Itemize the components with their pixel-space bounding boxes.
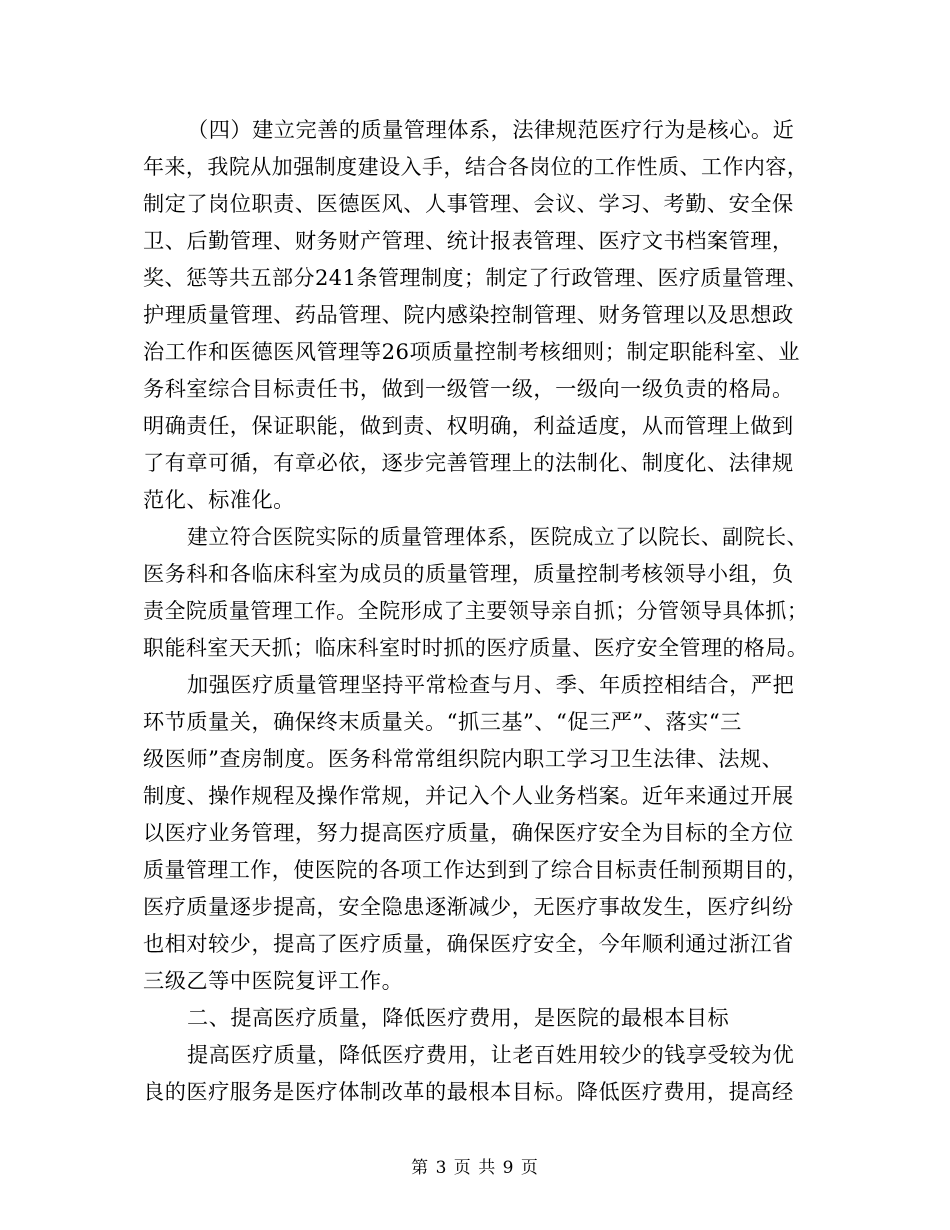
text-line: 职能科室天天抓；临床科室时时抓的医疗质量、医疗安全管理的格局。	[143, 635, 809, 660]
text-line: 三级乙等中医院复评工作。	[143, 968, 404, 993]
text-line: 明确责任，保证职能，做到责、权明确，利益适度，从而管理上做到	[143, 413, 794, 438]
text-line: 医务科和各临床科室为成员的质量管理，质量控制考核领导小组，负	[143, 561, 794, 586]
text-line: 环节质量关，确保终末质量关。“抓三基”、“促三严”、落实“三	[143, 709, 742, 734]
text-line: 级医师”查房制度。医务科常常组织院内职工学习卫生法律、法规、	[143, 746, 784, 771]
text-line: 了有章可循，有章必依，逐步完善管理上的法制化、制度化、法律规	[143, 450, 794, 475]
text-line: 质量管理工作，使医院的各项工作达到到了综合目标责任制预期目的，	[143, 857, 809, 882]
text-line: 良的医疗服务是医疗体制改革的最根本目标。降低医疗费用，提高经	[143, 1079, 794, 1104]
text-line: 医疗质量逐步提高，安全隐患逐渐减少，无医疗事故发生，医疗纠纷	[143, 894, 794, 919]
text-line: 建立符合医院实际的质量管理体系，医院成立了以院长、副院长、	[187, 524, 808, 549]
text-line: 奖、惩等共五部分241条管理制度；制定了行政管理、医疗质量管理、	[143, 265, 808, 290]
text-line: （四）建立完善的质量管理体系，法律规范医疗行为是核心。近	[187, 117, 795, 142]
section-heading: 二、提高医疗质量，降低医疗费用，是医院的最根本目标	[187, 1005, 730, 1030]
page-footer: 第 3 页 共 9 页	[411, 1158, 539, 1178]
text-line: 护理质量管理、药品管理、院内感染控制管理、财务管理以及思想政	[143, 302, 794, 327]
text-line: 年来，我院从加强制度建设入手，结合各岗位的工作性质、工作内容，	[143, 154, 809, 179]
text-line: 加强医疗质量管理坚持平常检查与月、季、年质控相结合，严把	[187, 672, 795, 697]
text-line: 以医疗业务管理，努力提高医疗质量，确保医疗安全为目标的全方位	[143, 820, 794, 845]
text-line: 务科室综合目标责任书，做到一级管一级，一级向一级负责的格局。	[143, 376, 794, 401]
text-line: 治工作和医德医风管理等26项质量控制考核细则；制定职能科室、业	[143, 339, 800, 364]
text-line: 范化、标准化。	[143, 487, 295, 512]
text-line: 制度、操作规程及操作常规，并记入个人业务档案。近年来通过开展	[143, 783, 794, 808]
text-line: 责全院质量管理工作。全院形成了主要领导亲自抓；分管领导具体抓；	[143, 598, 809, 623]
text-line: 提高医疗质量，降低医疗费用，让老百姓用较少的钱享受较为优	[187, 1042, 795, 1067]
text-line: 也相对较少，提高了医疗质量，确保医疗安全，今年顺利通过浙江省	[143, 931, 794, 956]
text-line: 制定了岗位职责、医德医风、人事管理、会议、学习、考勤、安全保	[143, 191, 794, 216]
text-line: 卫、后勤管理、财务财产管理、统计报表管理、医疗文书档案管理，	[143, 228, 794, 253]
